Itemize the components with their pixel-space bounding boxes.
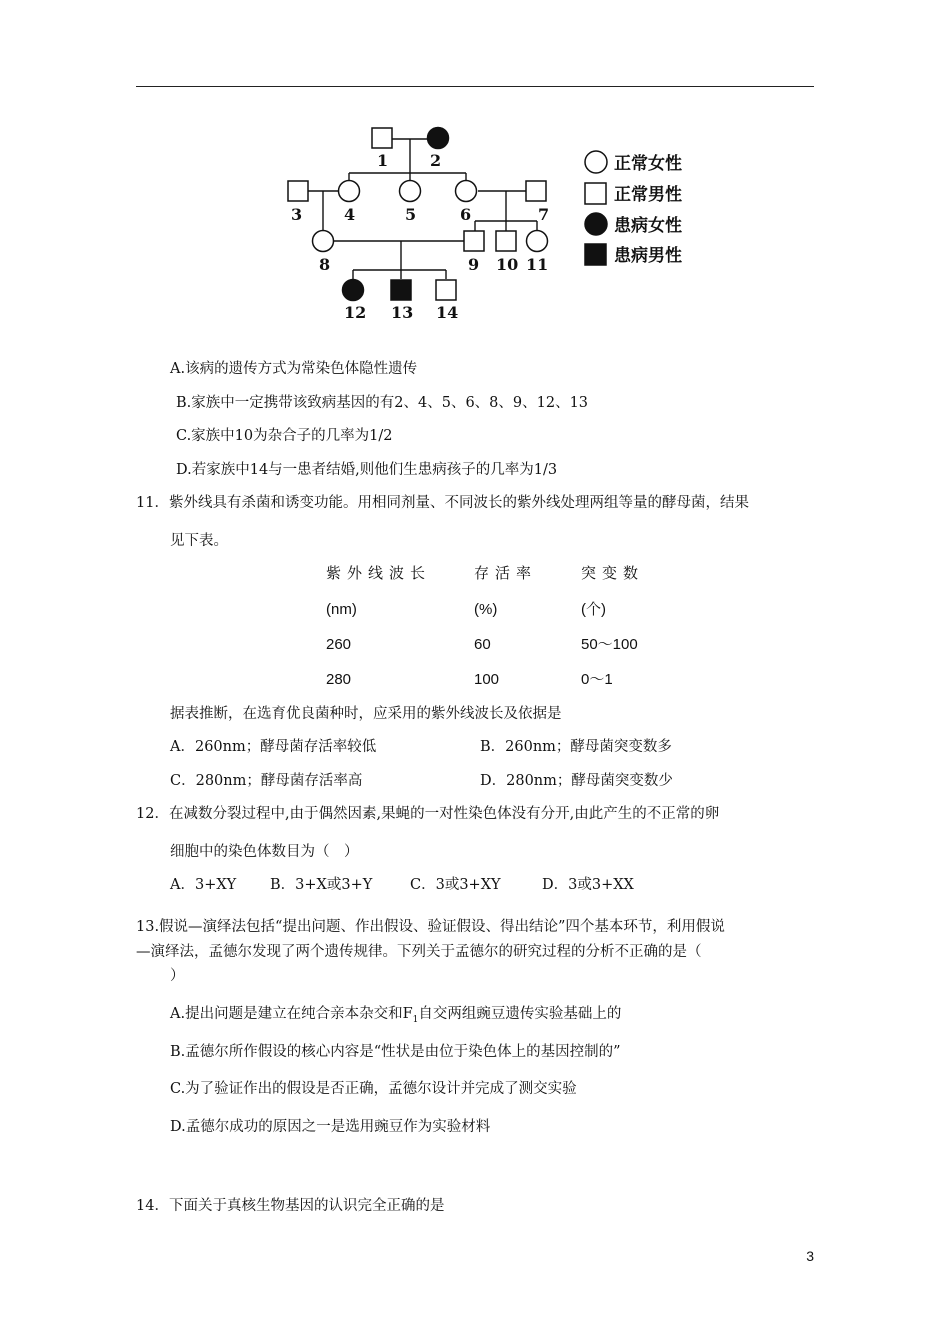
- q13-stem-line1: 13.假说—演绎法包括“提出问题、作出假设、验证假设、得出结论”四个基本环节，利用假说: [136, 919, 725, 935]
- q11-stem-line2: 见下表。: [170, 533, 228, 549]
- label-5: 5: [405, 205, 417, 224]
- q11-table-unit-wavelength: (nm): [326, 601, 357, 618]
- individual-4-normal-female: [339, 181, 360, 202]
- q13-option-a: [170, 1004, 621, 1030]
- label-2: 2: [430, 151, 442, 170]
- q11-table-cell: 280: [326, 671, 352, 688]
- q13-option-a-post: 自交两组豌豆遗传实验基础上的: [418, 1006, 622, 1022]
- individual-6-normal-female: [456, 181, 477, 202]
- q11-table-header-survival: 存活率: [474, 565, 538, 582]
- label-11: 11: [526, 255, 549, 274]
- individual-7-normal-male: [526, 181, 546, 201]
- q12-stem-line1: 12．在减数分裂过程中,由于偶然因素,果蝇的一对性染色体没有分开,由此产生的不正常的卵: [136, 806, 720, 822]
- page-number: 3: [806, 1248, 814, 1264]
- legend-normal-female-label: 正常女性: [614, 154, 682, 174]
- label-4: 4: [344, 205, 356, 224]
- q10-option-c: C.家族中10为杂合子的几率为1/2: [176, 428, 393, 444]
- legend-normal-female-symbol: [585, 151, 607, 173]
- label-1: 1: [377, 151, 389, 170]
- q13-option-c: C.为了验证作出的假设是否正确，孟德尔设计并完成了测交实验: [170, 1081, 577, 1097]
- q13-option-d: D.孟德尔成功的原因之一是选用豌豆作为实验材料: [170, 1119, 491, 1135]
- q11-table-header-wavelength: 紫外线波长: [326, 565, 432, 582]
- q11-table-cell: 260: [326, 636, 352, 653]
- q13-stem-line2: —演绎法，孟德尔发现了两个遗传规律。下列关于孟德尔的研究过程的分析不正确的是（: [136, 944, 702, 960]
- q10-option-a: A.该病的遗传方式为常染色体隐性遗传: [170, 361, 418, 377]
- q12-option-a: A．3+XY: [170, 877, 237, 893]
- q11-table-cell: 100: [474, 671, 500, 688]
- legend-normal-male-symbol: [585, 183, 606, 204]
- individual-9-normal-male: [464, 231, 484, 251]
- q11-option-a: A．260nm；酵母菌存活率较低: [170, 739, 377, 755]
- label-10: 10: [496, 255, 519, 274]
- pedigree-chart: [270, 118, 710, 328]
- q11-question: 据表推断，在选育优良菌种时，应采用的紫外线波长及依据是: [170, 706, 562, 722]
- q13-stem-line3: ）: [170, 968, 185, 984]
- q11-table-cell: 50～100: [581, 636, 638, 653]
- q13-option-b: B.孟德尔所作假设的核心内容是“性状是由位于染色体上的基因控制的”: [170, 1044, 621, 1060]
- individual-11-normal-female: [527, 231, 548, 252]
- q11-table-header-mutations: 突变数: [581, 565, 645, 582]
- legend-affected-female-symbol: [585, 213, 607, 235]
- q11-stem-line1: 11．紫外线具有杀菌和诱变功能。用相同剂量、不同波长的紫外线处理两组等量的酵母菌，结果: [136, 495, 749, 511]
- label-3: 3: [291, 205, 303, 224]
- q13-option-a-pre: A.提出问题是建立在纯合亲本杂交和F: [170, 1006, 413, 1022]
- label-12: 12: [344, 303, 367, 322]
- q13-option-a-subscript: 1: [412, 1014, 419, 1025]
- label-8: 8: [319, 255, 331, 274]
- q11-table-cell: 0～1: [581, 671, 613, 688]
- individual-13-affected-male: [391, 280, 411, 300]
- legend-affected-male-label: 患病男性: [614, 246, 682, 266]
- legend-normal-male-label: 正常男性: [614, 185, 682, 205]
- individual-14-normal-male: [436, 280, 456, 300]
- individual-5-normal-female: [400, 181, 421, 202]
- q14-stem: 14．下面关于真核生物基因的认识完全正确的是: [136, 1198, 445, 1214]
- q12-option-c: C．3或3+XY: [410, 877, 501, 893]
- label-9: 9: [468, 255, 480, 274]
- legend-affected-male-symbol: [585, 244, 606, 265]
- q12-stem-line2: 细胞中的染色体数目为（ ）: [170, 844, 359, 860]
- individual-8-normal-female: [313, 231, 334, 252]
- label-7: 7: [538, 205, 550, 224]
- label-13: 13: [391, 303, 414, 322]
- q11-table-unit-mutations: (个): [581, 601, 606, 618]
- q11-option-c: C．280nm；酵母菌存活率高: [170, 773, 363, 789]
- q11-table-unit-survival: (%): [474, 601, 498, 618]
- q11-option-d: D．280nm；酵母菌突变数少: [480, 773, 673, 789]
- label-6: 6: [460, 205, 472, 224]
- header-rule: [136, 86, 814, 87]
- q11-table-cell: 60: [474, 636, 491, 653]
- q10-option-b: B.家族中一定携带该致病基因的有2、4、5、6、8、9、12、13: [176, 395, 589, 411]
- q11-option-b: B．260nm；酵母菌突变数多: [480, 739, 672, 755]
- q12-option-d: D．3或3+XX: [542, 877, 634, 893]
- individual-10-normal-male: [496, 231, 516, 251]
- individual-3-normal-male: [288, 181, 308, 201]
- individual-1-normal-male: [372, 128, 392, 148]
- label-14: 14: [436, 303, 459, 322]
- legend-affected-female-label: 患病女性: [614, 216, 682, 236]
- q10-option-d: D.若家族中14与一患者结婚,则他们生患病孩子的几率为1/3: [176, 462, 558, 478]
- individual-2-affected-female: [428, 128, 449, 149]
- q12-option-b: B．3+X或3+Y: [270, 877, 373, 893]
- individual-12-affected-female: [343, 280, 364, 301]
